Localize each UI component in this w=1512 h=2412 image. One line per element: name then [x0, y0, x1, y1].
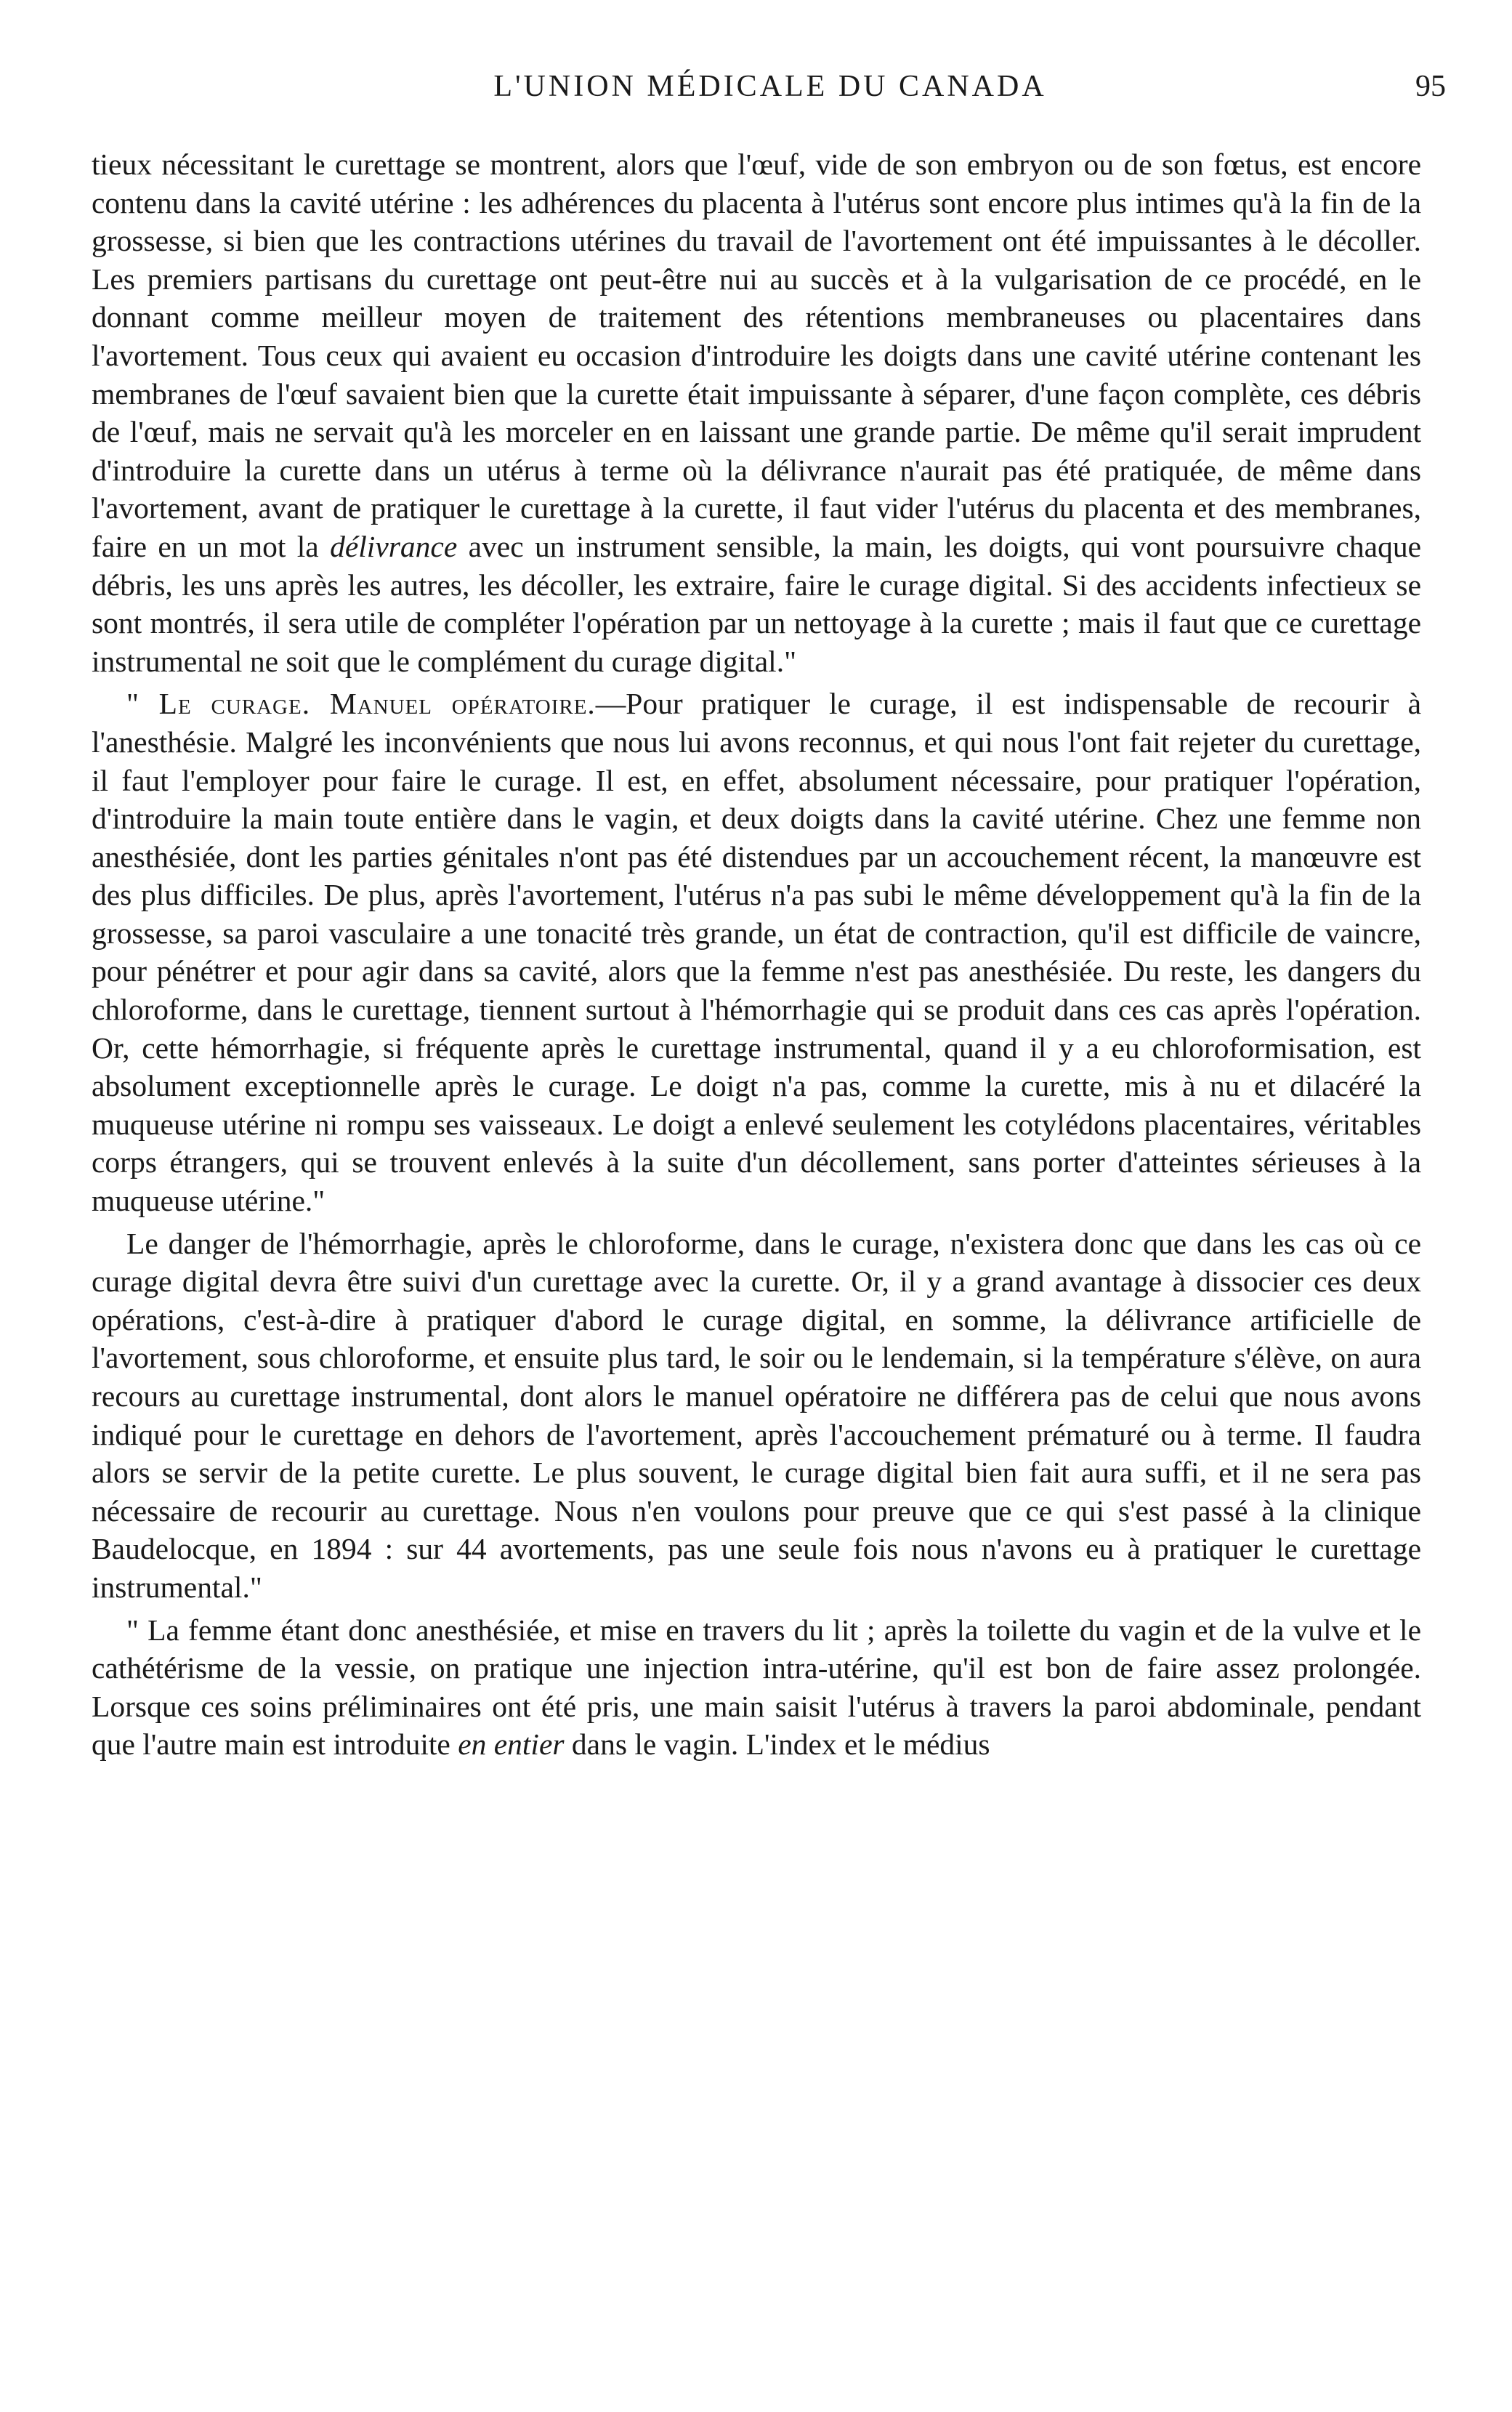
paragraph-text: dans le vagin. L'index et le médius	[571, 1727, 990, 1762]
section-lead: " Le curage. Manuel opératoire.	[126, 687, 596, 721]
paragraph-text: —Pour pratiquer le curage, il est indispensable de recourir à l'anesthésie. Malgré les inconvénients que nous lui avons reconnus, et qui nous l'ont fait rejeter du curettage, il faut l'employer pour faire le curage. Il est, en effet, absolument nécessaire, pour pratiquer l'opération, d'introduire la main toute entière dans le vagin, et deux doigts dans la cavité utérine. Chez une femme non anesthésiée, dont les parties génitales n'ont pas été distendues par un accouchement récent, la manœuvre est des plus difficiles. De plus, après l'avortement, l'utérus n'a pas subi le même développement qu'à la fin de la grossesse, sa paroi vasculaire a une tonacité très grande, un état de contraction, qu'il est difficile de vaincre, pour pénétrer et pour agir dans sa cavité, alors que la femme n'est pas anesthésiée. Du reste, les dangers du chloroforme, dans le curettage, tiennent surtout à l'hémorrhagie qui se produit dans ces cas après l'opération. Or, cette hémorrhagie, si fréquente après le curettage instrumental, quand il y a eu chloroformisation, est absolument exceptionnelle après le curage. Le doigt n'a pas, comme la curette, mis à nu et dilacéré la muqueuse utérine ni rompu ses vaisseaux. Le doigt a enlevé seulement les cotylédons placentaires, véritables corps étrangers, qui se trouvent enlevés à la suite d'un décollement, sans porter d'atteintes sérieuses à la muqueuse utérine."	[92, 687, 1421, 1218]
paragraph-hemorrhage	[92, 1225, 1421, 1607]
paragraph-text: Le danger de l'hémorrhagie, après le chloroforme, dans le curage, n'existera donc que dans les cas où ce curage digital devra être suivi d'un curettage avec la curette. Or, il y a grand avantage à dissocier ces deux opérations, c'est-à-dire à pratiquer d'abord le curage digital, en somme, la délivrance artificielle de l'avortement, sous chloroforme, et ensuite plus tard, le soir ou le lendemain, si la température s'élève, on aura recours au curettage instrumental, dont alors le manuel opératoire ne différera pas de celui que nous avons indiqué pour le curettage en dehors de l'avortement, après l'accouchement prématuré ou à terme. Il faudra alors se servir de la petite curette. Le plus souvent, le curage digital bien fait aura suffi, et il ne sera pas nécessaire de recourir au curettage. Nous n'en voulons pour preuve que ce qui s'est passé à la clinique Baudelocque, en 1894 : sur 44 avortements, pas une seule fois nous n'avons eu à pratiquer le curettage instrumental."	[92, 1226, 1421, 1604]
paragraph-continuation	[92, 145, 1421, 680]
page-number: 95	[1415, 70, 1446, 103]
paragraph-technique	[92, 1611, 1421, 1764]
journal-title: L'UNION MÉDICALE DU CANADA	[493, 70, 1047, 103]
paragraph-text: avec un instrument sensible, la main, les doigts, qui vont poursuivre chaque débris, les uns après les autres, les décoller, les extraire, faire le curage digital. Si des accidents infectieux se sont montrés, il sera utile de compléter l'opération par un nettoyage à la curette ; mais il faut que ce curettage instrumental ne soit que le complément du curage digital."	[92, 529, 1421, 678]
emphasis-text: délivrance	[330, 529, 458, 563]
paragraph-text: tieux nécessitant le curettage se montrent, alors que l'œuf, vide de son embryon ou de son fœtus, est encore contenu dans la cavité utérine : les adhérences du placenta à l'utérus sont encore plus intimes qu'à la fin de la grossesse, si bien que les contractions utérines du travail de l'avortement ont été impuissantes à le décoller. Les premiers partisans du curettage ont peut-être nui au succès et à la vulgarisation de ce procédé, en le donnant comme meilleur moyen de traitement des rétentions membraneuses ou placentaires dans l'avortement. Tous ceux qui avaient eu occasion d'introduire les doigts dans une cavité utérine contenant les membranes de l'œuf savaient bien que la curette était impuissante à séparer, d'une façon complète, ces débris de l'œuf, mais ne servait qu'à les morceler en en laissant une grande partie. De même qu'il serait imprudent d'introduire la curette dans un utérus à terme où la délivrance n'aurait pas été pratiquée, de même dans l'avortement, avant de pratiquer le curettage à la curette, il faut vider l'utérus du placenta et des membranes, faire en un mot la	[92, 148, 1421, 563]
article-body	[92, 145, 1421, 1768]
running-head	[94, 69, 1446, 113]
paragraph-text: " La femme étant donc anesthésiée, et mise en travers du lit ; après la toilette du vagin et de la vulve et le cathétérisme de la vessie, on pratique une injection intra-utérine, qu'il est bon de faire assez prolongée. Lorsque ces soins préliminaires ont été pris, une main saisit l'utérus à travers la paroi abdominale, pendant que l'autre main est introduite	[92, 1613, 1421, 1762]
paragraph-curage	[92, 685, 1421, 1219]
emphasis-text: en entier	[458, 1727, 565, 1762]
